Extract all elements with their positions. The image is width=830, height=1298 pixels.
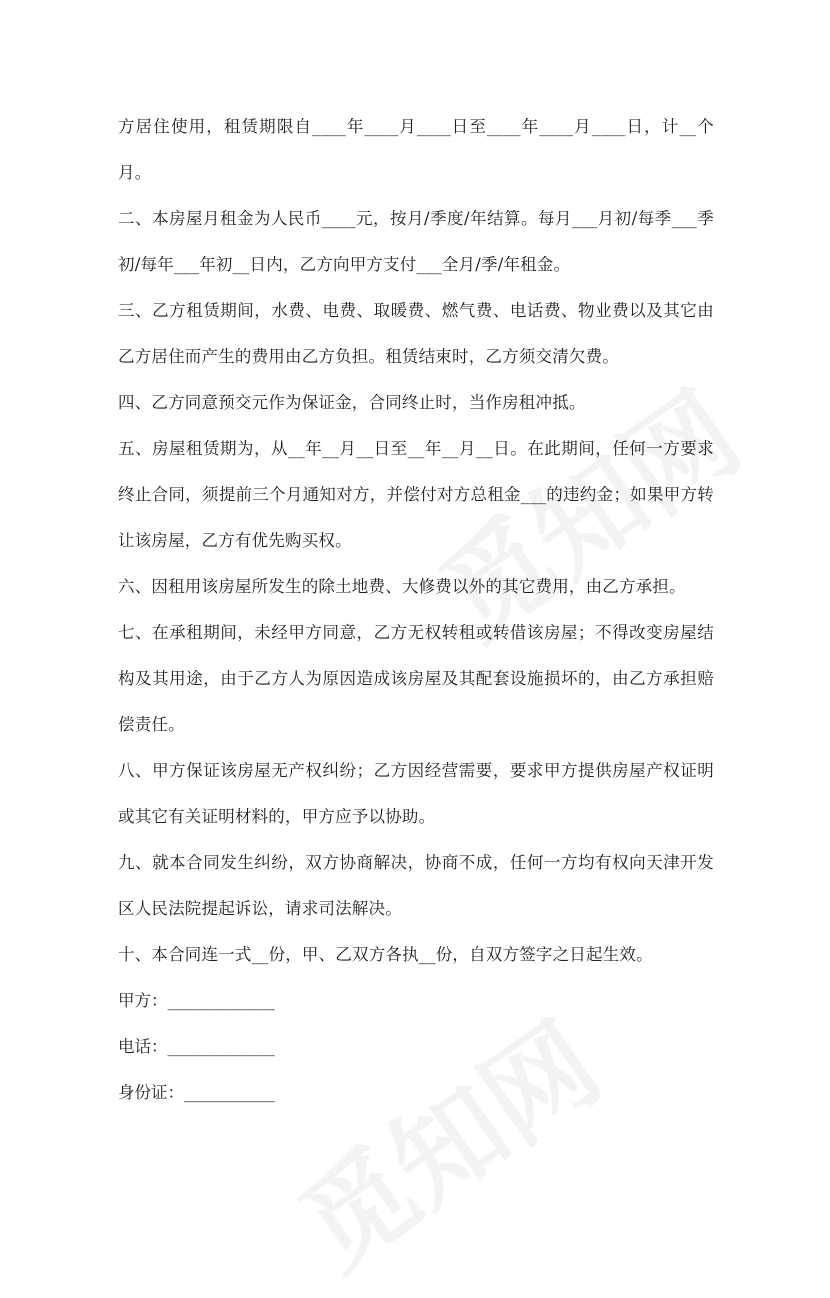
paragraph-other-costs: 六、因租用该房屋所发生的除土地费、大修费以外的其它费用，由乙方承担。 [118, 577, 686, 596]
paragraph-copies: 十、本合同连一式__份，甲、乙双方各执__份，自双方签字之日起生效。 [118, 945, 653, 964]
paragraph-ownership: 八、甲方保证该房屋无产权纠纷；乙方因经营需要，要求甲方提供房屋产权证明或其它有关证明材料的，甲方应予以协助。 [118, 761, 714, 826]
paragraph-lease-term: 方居住使用，租赁期限自____年____月____日至____年____月____日，计__个月。 [118, 117, 714, 182]
paragraph-rent: 二、本房屋月租金为人民币____元，按月/季度/年结算。每月___月初/每季___季初/每年___年初__日内，乙方向甲方支付___全月/季/年租金。 [118, 209, 714, 274]
paragraph-termination: 五、房屋租赁期为，从__年__月__日至__年__月__日。在此期间，任何一方要求终止合同，须提前三个月通知对方，并偿付对方总租金___的违约金；如果甲方转让该房屋，乙方有优先购买权。 [118, 439, 714, 550]
paragraph-deposit: 四、乙方同意预交元作为保证金，合同终止时，当作房租冲抵。 [118, 393, 586, 412]
paragraph-sublease: 七、在承租期间，未经甲方同意，乙方无权转租或转借该房屋；不得改变房屋结构及其用途，由于乙方人为原因造成该房屋及其配套设施损坏的，由乙方承担赔偿责任。 [118, 623, 714, 734]
paragraph-disputes: 九、就本合同发生纠纷，双方协商解决，协商不成，任何一方均有权向天津开发区人民法院提起诉讼，请求司法解决。 [118, 853, 714, 918]
signature-id-card: 身份证：___________ [118, 1083, 275, 1102]
contract-body [118, 104, 714, 1116]
signature-phone: 电话：_____________ [118, 1037, 275, 1056]
signature-party-a: 甲方：_____________ [118, 991, 275, 1010]
paragraph-utilities: 三、乙方租赁期间，水费、电费、取暖费、燃气费、电话费、物业费以及其它由乙方居住而产生的费用由乙方负担。租赁结束时，乙方须交清欠费。 [118, 301, 714, 366]
